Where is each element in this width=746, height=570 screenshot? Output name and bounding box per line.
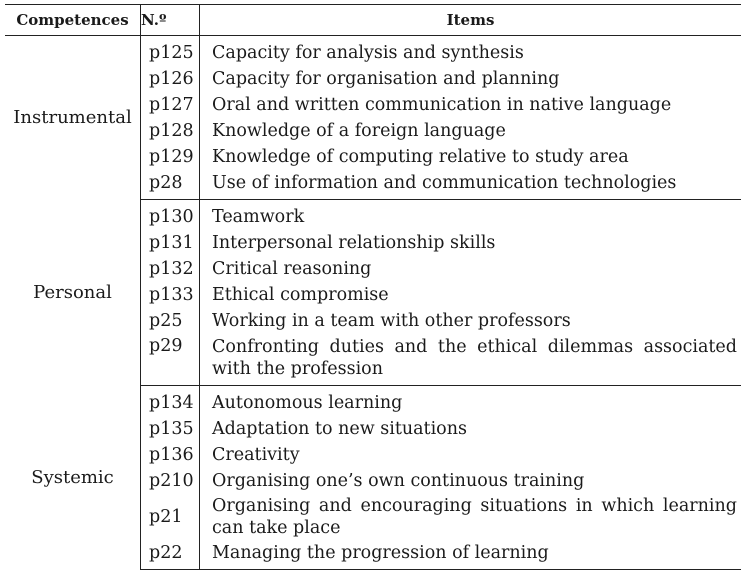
item-number: p134 [141, 386, 200, 417]
item-number: p25 [141, 308, 200, 334]
item-number: p125 [141, 36, 200, 67]
table-row [5, 386, 741, 417]
item-number: p29 [141, 334, 200, 386]
item-text: Ethical compromise [212, 285, 389, 305]
item-text: Oral and written communication in native language [212, 95, 672, 115]
header-number: N.º [141, 5, 200, 36]
group-label-systemic: Systemic [5, 386, 141, 570]
item-text: Creativity [212, 445, 300, 465]
item-text: Organising one’s own continuous training [212, 471, 585, 491]
item-number: p130 [141, 200, 200, 231]
group-label-personal: Personal [5, 200, 141, 386]
item-number: p133 [141, 282, 200, 308]
item-text: Confronting duties and the ethical dilemmas associated with the profession [200, 334, 742, 386]
item-text: Interpersonal relationship skills [212, 233, 496, 253]
item-number: p210 [141, 468, 200, 494]
group-label-instrumental: Instrumental [5, 36, 141, 200]
item-text: Teamwork [212, 207, 305, 227]
item-text: Working in a team with other professors [212, 311, 571, 331]
item-text: Knowledge of a foreign language [212, 121, 506, 141]
item-number: p21 [141, 494, 200, 540]
table-row [5, 36, 741, 67]
competences-table [5, 4, 741, 570]
table-row [5, 200, 741, 231]
item-number: p135 [141, 416, 200, 442]
item-number: p22 [141, 540, 200, 570]
item-number: p128 [141, 118, 200, 144]
item-text: Critical reasoning [212, 259, 372, 279]
item-text: Knowledge of computing relative to study area [212, 147, 629, 167]
item-number: p129 [141, 144, 200, 170]
item-text: Use of information and communication technologies [200, 170, 742, 200]
item-number: p132 [141, 256, 200, 282]
item-number: p136 [141, 442, 200, 468]
item-number: p131 [141, 230, 200, 256]
header-items: Items [200, 5, 742, 36]
item-number: p126 [141, 66, 200, 92]
item-text: Managing the progression of learning [200, 540, 742, 570]
header-row [5, 5, 741, 36]
item-text: Adaptation to new situations [212, 419, 467, 439]
item-text: Organising and encouraging situations in which learning can take place [212, 496, 737, 538]
item-text: Capacity for organisation and planning [212, 69, 560, 89]
header-competences: Competences [5, 5, 141, 36]
item-text: Autonomous learning [212, 393, 403, 413]
item-number: p127 [141, 92, 200, 118]
item-text: Capacity for analysis and synthesis [212, 43, 524, 63]
item-number: p28 [141, 170, 200, 200]
